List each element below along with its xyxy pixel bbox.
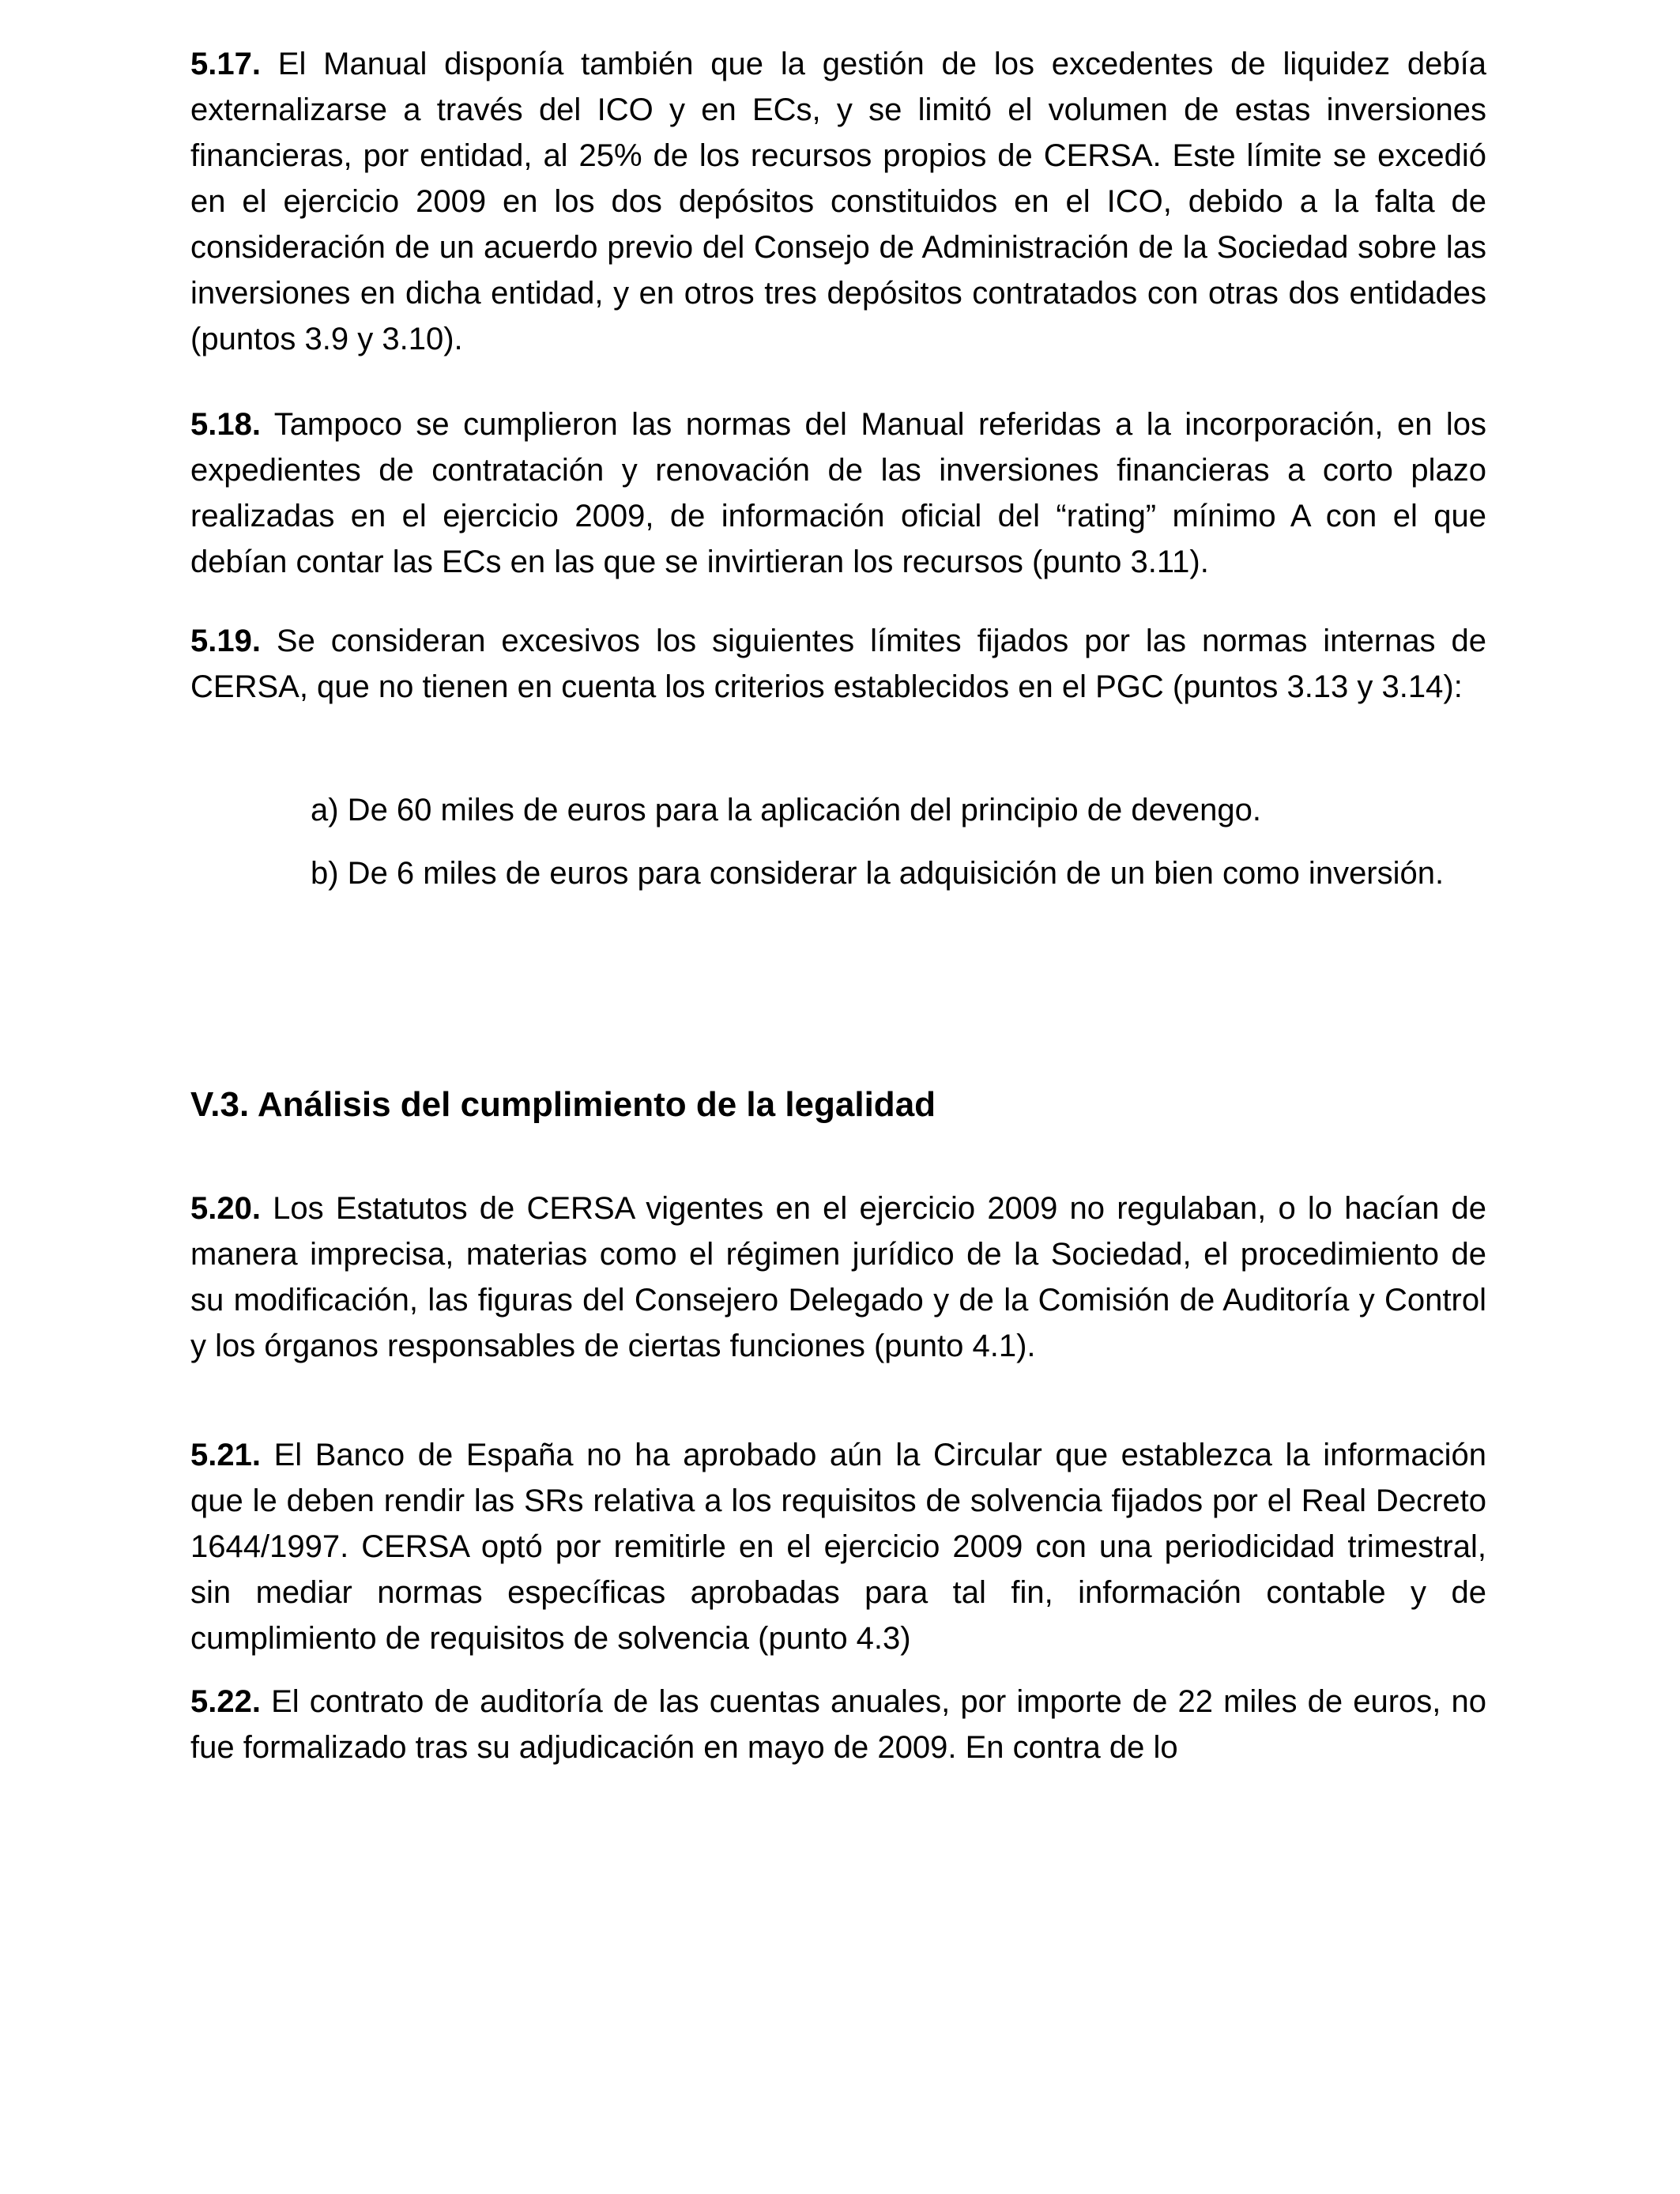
section-heading: V.3. Análisis del cumplimiento de la legalidad <box>190 1085 936 1124</box>
list-item-b <box>190 850 1486 896</box>
paragraph-number: 5.18. <box>190 407 261 442</box>
paragraph-text: Tampoco se cumplieron las normas del Manual referidas a la incorporación, en los expedientes de contratación y renovación de las inversiones financieras a corto plazo realizadas en el ejercicio 2009, de información oficial del “rating” mínimo A con el que debían contar las ECs en las que se invirtieran los recursos (punto 3.11). <box>190 407 1487 579</box>
paragraph-5-19 <box>190 618 1486 710</box>
paragraph-text: Los Estatutos de CERSA vigentes en el ejercicio 2009 no regulaban, o lo hacían de manera imprecisa, materias como el régimen jurídico de la Sociedad, el procedimiento de su modificación, las figuras del Consejero Delegado y de la Comisión de Auditoría y Control y los órganos responsables de ciertas funciones (punto 4.1). <box>190 1191 1487 1363</box>
paragraph-text: Se consideran excesivos los siguientes límites fijados por las normas internas de CERSA, que no tienen en cuenta los criterios establecidos en el PGC (puntos 3.13 y 3.14): <box>190 624 1486 704</box>
paragraph-number: 5.20. <box>190 1191 261 1226</box>
paragraph-number: 5.21. <box>190 1438 261 1472</box>
paragraph-5-22 <box>190 1679 1486 1770</box>
paragraph-5-20 <box>190 1186 1486 1369</box>
paragraph-text: El contrato de auditoría de las cuentas anuales, por importe de 22 miles de euros, no fue formalizado tras su adjudicación en mayo de 2009. En contra de lo <box>190 1684 1486 1765</box>
paragraph-text: El Banco de España no ha aprobado aún la Circular que establezca la información que le deben rendir las SRs relativa a los requisitos de solvencia fijados por el Real Decreto 1644/1997. CERSA optó por remitirle en el ejercicio 2009 con una periodicidad trimestral, sin mediar normas específicas aprobadas para tal fin, información contable y de cumplimiento de requisitos de solvencia (punto 4.3) <box>190 1438 1486 1656</box>
paragraph-text: El Manual disponía también que la gestión de los excedentes de liquidez debía externalizarse a través del ICO y en ECs, y se limitó el volumen de estas inversiones financieras, por entidad, al 25% de los recursos propios de CERSA. Este límite se excedió en el ejercicio 2009 en los dos depósitos constituidos en el ICO, debido a la falta de consideración de un acuerdo previo del Consejo de Administración de la Sociedad sobre las inversiones en dicha entidad, y en otros tres depósitos contratados con otras dos entidades (puntos 3.9 y 3.10). <box>190 47 1486 356</box>
list-item-text: b) De 6 miles de euros para considerar la adquisición de un bien como inversión. <box>311 856 1445 891</box>
paragraph-5-21 <box>190 1432 1486 1661</box>
paragraph-5-18 <box>190 401 1486 585</box>
paragraph-number: 5.19. <box>190 624 261 658</box>
paragraph-5-17 <box>190 41 1486 362</box>
list-item-a <box>190 787 1486 833</box>
list-item-text: a) De 60 miles de euros para la aplicación del principio de devengo. <box>311 793 1261 827</box>
paragraph-number: 5.17. <box>190 47 261 81</box>
paragraph-number: 5.22. <box>190 1684 261 1719</box>
